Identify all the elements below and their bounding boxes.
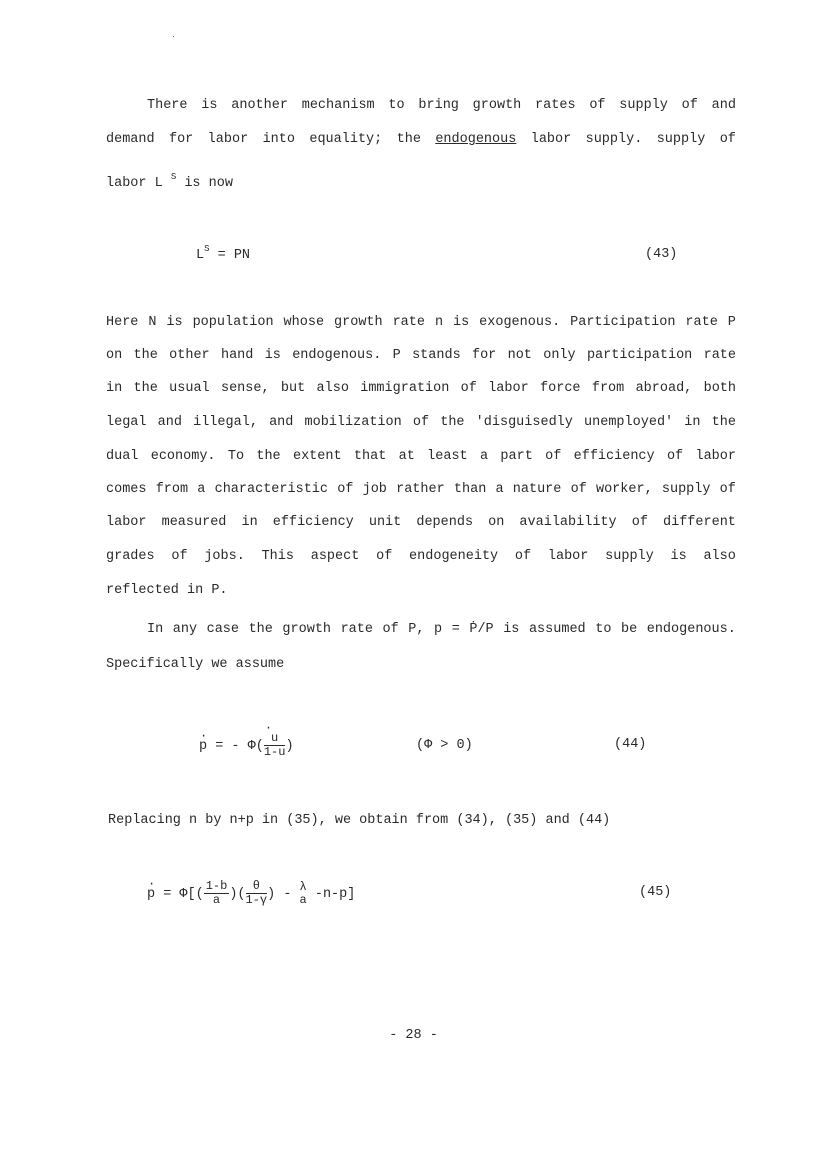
fraction-1-b-over-a: $\frac{1-b}{a}$ bbox=[205, 879, 228, 907]
paragraph3-line1: In any case the growth rate of P, p = Ṗ/P is assumed to be endogenous. bbox=[147, 622, 736, 637]
page-number: - 28 - bbox=[389, 1028, 438, 1043]
paragraph1-line2: demand for labor into equality; the endogenous labor supply. supply of bbox=[106, 132, 736, 147]
equation-45: · p = Φ[( $\frac{1-b}{a}$ )( $\frac{\theta}{1-\gamma}$ ) - λ a -n-p] bbox=[147, 880, 355, 907]
fraction-lambda-over-a: λ a bbox=[299, 879, 307, 907]
paragraph2-line1: Here N is population whose growth rate n is exogenous. Participation rate P bbox=[106, 315, 736, 330]
underlined-term: endogenous bbox=[435, 132, 517, 147]
paragraph1-line3: labor L $^S$ is now bbox=[106, 172, 233, 191]
paragraph2-line2: on the other hand is endogenous. P stands for not only participation rate bbox=[106, 348, 736, 363]
fraction-theta-over-1-gamma: $\frac{\theta}{1-\gamma}$ bbox=[245, 879, 268, 907]
paragraph2-line4: legal and illegal, and mobilization of the 'disguisedly unemployed' in the bbox=[106, 415, 736, 430]
paragraph4: Replacing n by n+p in (35), we obtain from (34), (35) and (44) bbox=[108, 813, 611, 828]
fraction-u-over-1-u: · $\frac{u}{1-u}$ bbox=[264, 732, 286, 759]
equation-44: · p = - Φ( · $\frac{u}{1-u}$ ) bbox=[199, 732, 294, 759]
paragraph2-line9: reflected in P. bbox=[106, 583, 228, 598]
paragraph2-line7: labor measured in efficiency unit depends on availability of different bbox=[106, 515, 736, 530]
equation-43-number: (43) bbox=[645, 247, 678, 262]
paragraph3-line2: Specifically we assume bbox=[106, 657, 285, 672]
equation-44-number: (44) bbox=[614, 737, 647, 752]
equation-44-condition: (Φ > 0) bbox=[416, 738, 473, 753]
paragraph2-line5: dual economy. To the extent that at least a part of efficiency of labor bbox=[106, 449, 736, 464]
equation-45-number: (45) bbox=[639, 885, 672, 900]
paragraph2-line6: comes from a characteristic of job rather than a nature of worker, supply of bbox=[106, 482, 736, 497]
scan-speck bbox=[173, 36, 174, 37]
paragraph1-line1: There is another mechanism to bring growth rates of supply of and bbox=[147, 98, 736, 113]
paragraph2-line3: in the usual sense, but also immigration of labor force from abroad, both bbox=[106, 381, 736, 396]
paragraph2-line8: grades of jobs. This aspect of endogeneity of labor supply is also bbox=[106, 549, 736, 564]
equation-43: $L^S$ = PN bbox=[196, 244, 251, 263]
